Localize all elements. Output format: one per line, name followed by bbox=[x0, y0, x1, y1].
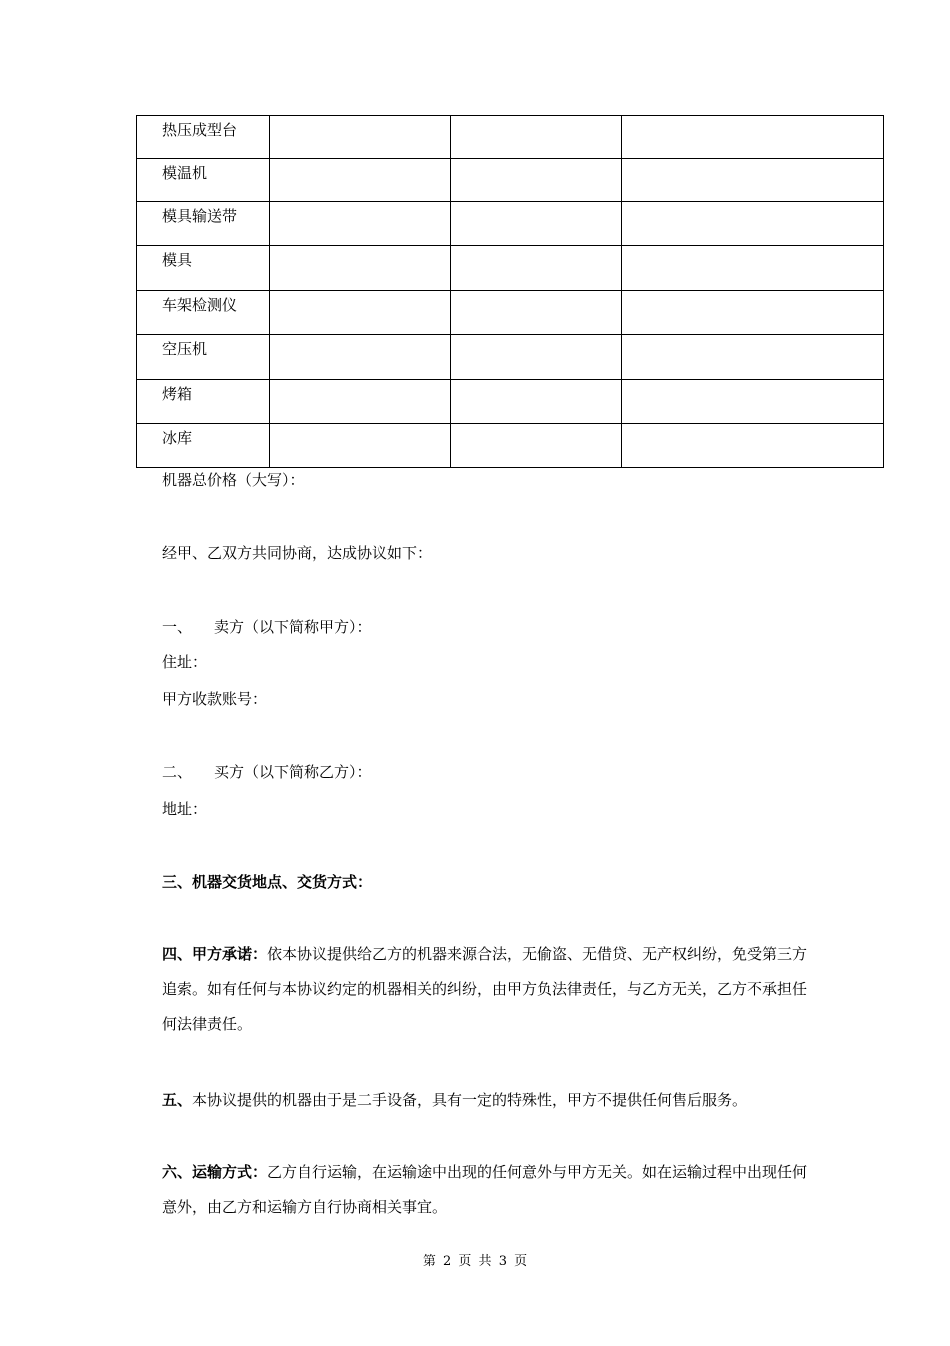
section3-title: 三、机器交货地点、交货方式： bbox=[162, 873, 373, 891]
section2-title: 买方（以下简称乙方）： bbox=[214, 763, 372, 781]
blank-cell bbox=[270, 291, 451, 335]
blank-cell bbox=[270, 202, 451, 246]
equipment-name-cell: 热压成型台 bbox=[137, 116, 270, 159]
blank-cell bbox=[621, 291, 883, 335]
blank-cell bbox=[451, 246, 621, 291]
blank-cell bbox=[451, 202, 621, 246]
table-row bbox=[137, 291, 884, 335]
equipment-name-cell: 车架检测仪 bbox=[137, 291, 270, 335]
blank-cell bbox=[451, 291, 621, 335]
blank-cell bbox=[270, 116, 451, 159]
table-row bbox=[137, 116, 884, 159]
table-row bbox=[137, 246, 884, 291]
blank-cell bbox=[270, 246, 451, 291]
section5-body: 本协议提供的机器由于是二手设备，具有一定的特殊性，甲方不提供任何售后服务。 bbox=[192, 1091, 748, 1109]
total-price-label: 机器总价格（大写）： bbox=[162, 471, 305, 489]
section1-title: 卖方（以下简称甲方）： bbox=[214, 618, 372, 636]
blank-cell bbox=[451, 335, 621, 380]
section4-paragraph bbox=[162, 937, 812, 1042]
equipment-table bbox=[136, 115, 884, 468]
section4-body: 依本协议提供给乙方的机器来源合法，无偷盗、无借贷、无产权纠纷，免受第三方追索。如有任何与本协议约定的机器相关的纠纷，由甲方负法律责任，与乙方无关，乙方不承担任何法律责任。 bbox=[162, 945, 808, 1033]
equipment-name-cell: 模具输送带 bbox=[137, 202, 270, 246]
section4-heading: 四、甲方承诺： bbox=[162, 945, 268, 963]
blank-cell bbox=[621, 202, 883, 246]
blank-cell bbox=[621, 246, 883, 291]
blank-cell bbox=[451, 380, 621, 424]
equipment-name-cell: 模温机 bbox=[137, 159, 270, 202]
blank-cell bbox=[270, 335, 451, 380]
section1-heading bbox=[162, 617, 372, 637]
table-row bbox=[137, 159, 884, 202]
blank-cell bbox=[621, 116, 883, 159]
blank-cell bbox=[621, 380, 883, 424]
blank-cell bbox=[451, 424, 621, 468]
section2-number: 二、 bbox=[162, 763, 193, 781]
section2-heading bbox=[162, 762, 372, 782]
intro-text: 经甲、乙双方共同协商，达成协议如下： bbox=[162, 544, 433, 562]
equipment-name-cell: 烤箱 bbox=[137, 380, 270, 424]
section6-body: 乙方自行运输，在运输途中出现的任何意外与甲方无关。如在运输过程中出现任何意外，由乙方和运输方自行协商相关事宜。 bbox=[162, 1163, 808, 1216]
section6-heading: 六、运输方式： bbox=[162, 1163, 268, 1181]
section6-paragraph bbox=[162, 1155, 812, 1225]
page-number-footer: 第 2 页 共 3 页 bbox=[422, 1254, 528, 1269]
section1-account-label: 甲方收款账号： bbox=[162, 690, 268, 708]
blank-cell bbox=[451, 159, 621, 202]
equipment-name-cell: 空压机 bbox=[137, 335, 270, 380]
blank-cell bbox=[621, 159, 883, 202]
blank-cell bbox=[621, 335, 883, 380]
table-row bbox=[137, 335, 884, 380]
blank-cell bbox=[451, 116, 621, 159]
table-row bbox=[137, 424, 884, 468]
table-row bbox=[137, 380, 884, 424]
equipment-name-cell: 模具 bbox=[137, 246, 270, 291]
section5-paragraph bbox=[162, 1083, 812, 1118]
blank-cell bbox=[270, 380, 451, 424]
blank-cell bbox=[270, 159, 451, 202]
section5-heading: 五、 bbox=[162, 1091, 193, 1109]
section1-address-label: 住址： bbox=[162, 653, 208, 671]
section2-address-label: 地址： bbox=[162, 800, 208, 818]
blank-cell bbox=[621, 424, 883, 468]
table-row bbox=[137, 202, 884, 246]
section1-number: 一、 bbox=[162, 618, 193, 636]
blank-cell bbox=[270, 424, 451, 468]
equipment-name-cell: 冰库 bbox=[137, 424, 270, 468]
